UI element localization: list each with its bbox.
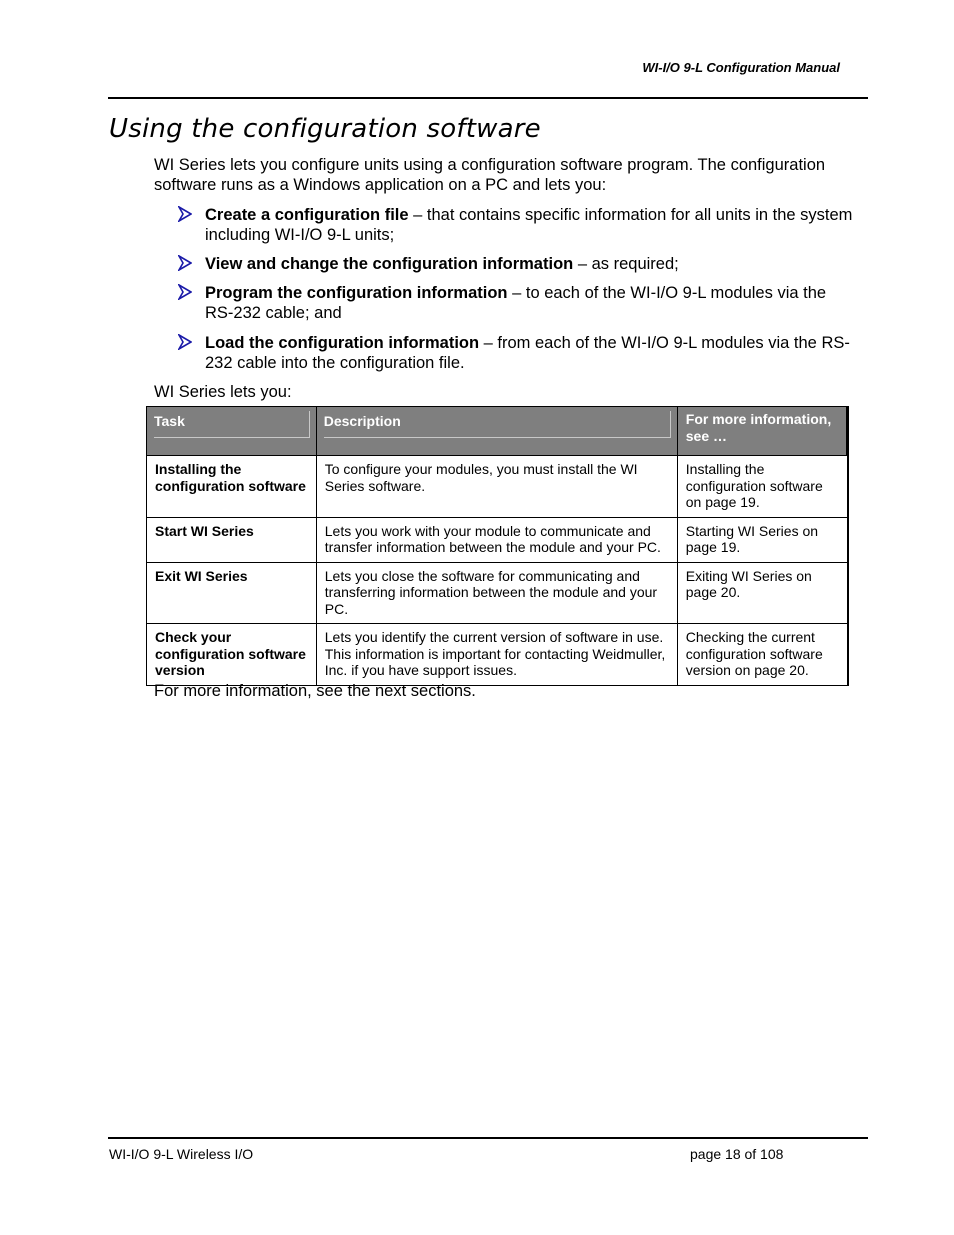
- more-info-cell: Starting WI Series on page 19.: [677, 517, 847, 562]
- description-cell: To configure your modules, you must install the WI Series software.: [316, 456, 677, 518]
- section-title: Using the configuration software: [109, 114, 541, 144]
- bullet-item: [178, 205, 858, 245]
- task-cell: Start WI Series: [147, 517, 317, 562]
- arrow-bullet-icon: [178, 284, 192, 300]
- bullet-item: [178, 254, 858, 274]
- tasks-table: [146, 406, 849, 686]
- manual-header-title: WI-I/O 9-L Configuration Manual: [642, 60, 840, 75]
- bullet-bold-text: View and change the configuration information: [205, 255, 574, 273]
- lets-you-text: WI Series lets you:: [154, 383, 292, 401]
- more-info-cell: Exiting WI Series on page 20.: [677, 562, 847, 624]
- arrow-bullet-icon: [178, 255, 192, 271]
- feature-bullet-list: [178, 205, 858, 373]
- bullet-text: – that contains specific information for all units in the system including WI-I/O 9-L units;: [205, 206, 853, 244]
- bullet-item: [178, 333, 858, 373]
- arrow-bullet-icon: [178, 206, 192, 222]
- description-cell: Lets you work with your module to communicate and transfer information between the module and your PC.: [316, 517, 677, 562]
- bullet-bold-text: Program the configuration information: [205, 284, 508, 302]
- table-row: [147, 624, 848, 686]
- column-header-task: Task: [147, 407, 317, 456]
- task-cell: Check your configuration software version: [147, 624, 317, 686]
- footer-rule: [108, 1137, 868, 1139]
- more-info-cell: Checking the current configuration software version on page 20.: [677, 624, 847, 686]
- bullet-item: [178, 283, 858, 323]
- task-cell: Exit WI Series: [147, 562, 317, 624]
- column-header-more-info: For more information, see …: [677, 407, 847, 456]
- table-header-row: [147, 407, 848, 456]
- bullet-text: – as required;: [573, 255, 679, 273]
- bullet-text: – to each of the WI-I/O 9-L modules via the RS-232 cable; and: [205, 284, 827, 322]
- bullet-bold-text: Create a configuration file: [205, 206, 409, 224]
- bullet-bold-text: Load the configuration information: [205, 334, 480, 352]
- arrow-bullet-icon: [178, 334, 192, 350]
- description-cell: Lets you close the software for communicating and transferring information between the module and your PC.: [316, 562, 677, 624]
- header-rule: [108, 97, 868, 99]
- more-info-text: For more information, see the next sections.: [154, 682, 476, 700]
- bullet-text: – from each of the WI-I/O 9-L modules via the RS-232 cable into the configuration file.: [205, 334, 850, 372]
- intro-paragraph: WI Series lets you configure units using a configuration software program. The configuration software runs as a Windows application on a PC and lets you:: [154, 156, 826, 194]
- description-cell: Lets you identify the current version of software in use. This information is important for contacting Weidmuller, Inc. if you have support issues.: [316, 624, 677, 686]
- column-header-description: Description: [316, 407, 677, 456]
- footer-page-number: page 18 of 108: [690, 1146, 784, 1162]
- task-cell: Installing the configuration software: [147, 456, 317, 518]
- table-row: [147, 517, 848, 562]
- footer-product: WI-I/O 9-L Wireless I/O: [109, 1146, 254, 1162]
- table-row: [147, 456, 848, 518]
- more-info-cell: Installing the configuration software on page 19.: [677, 456, 847, 518]
- table-row: [147, 562, 848, 624]
